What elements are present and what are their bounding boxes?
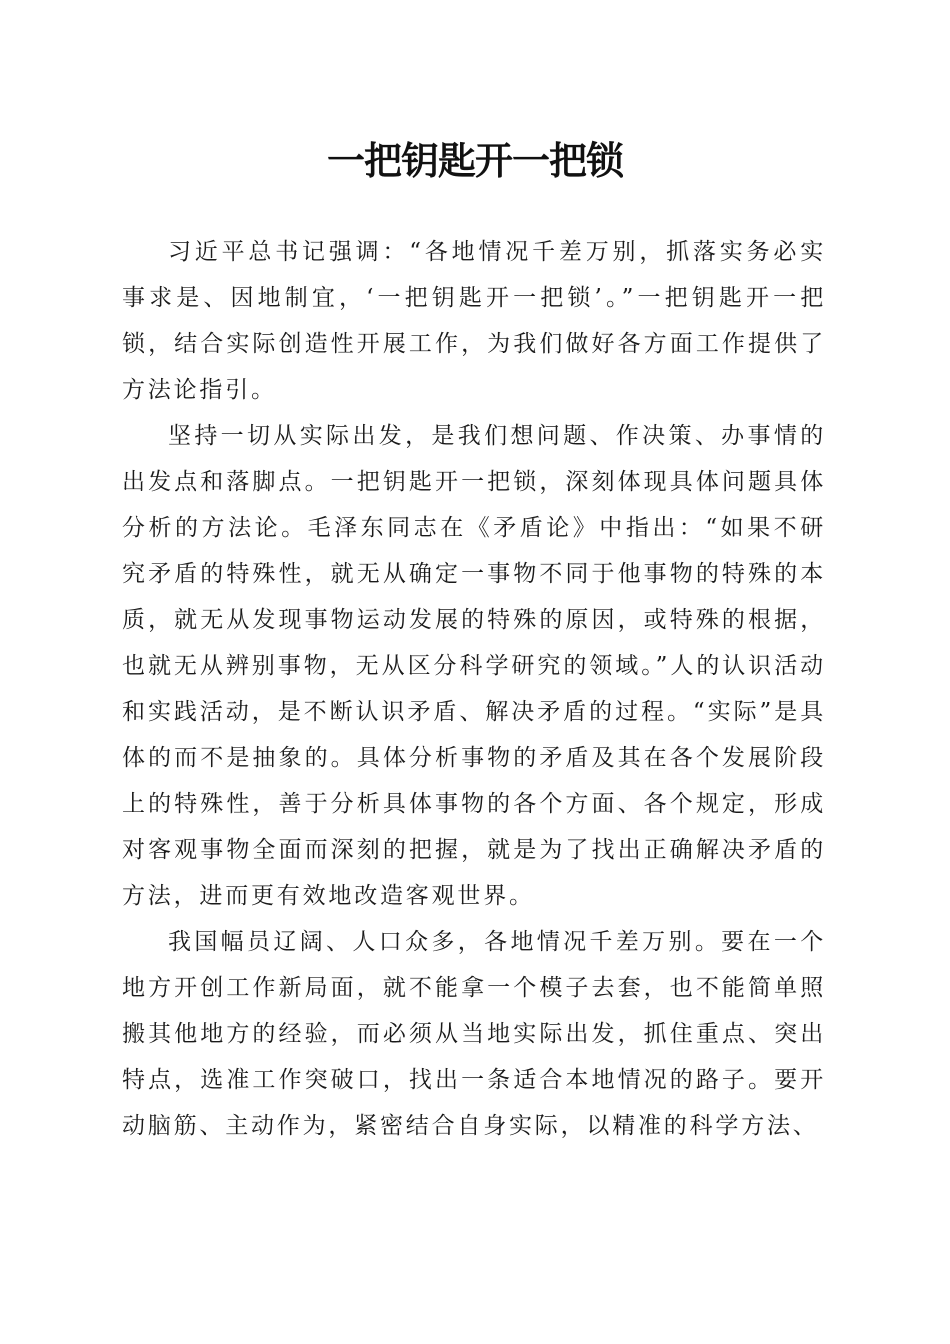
paragraph-2: 坚持一切从实际出发，是我们想问题、作决策、办事情的出发点和落脚点。一把钥匙开一把锁，深刻体现具体问题具体分析的方法论。毛泽东同志在《矛盾论》中指出：“如果不研究矛盾的特殊性，就无从确定一事物不同于他事物的特殊的本质，就无从发现事物运动发展的特殊的原因，或特殊的根据，也就无从辨别事物，无从区分科学研究的领域。”人的认识活动和实践活动，是不断认识矛盾、解决矛盾的过程。“实际”是具体的而不是抽象的。具体分析事物的矛盾及其在各个发展阶段上的特殊性，善于分析具体事物的各个方面、各个规定，形成对客观事物全面而深刻的把握，就是为了找出正确解决矛盾的方法，进而更有效地改造客观世界。 <box>122 423 826 909</box>
document-title: 一把钥匙开一把锁 <box>326 138 623 183</box>
document-body <box>122 229 826 1149</box>
paragraph-1: 习近平总书记强调：“各地情况千差万别，抓落实务必实事求是、因地制宜，‘一把钥匙开一把锁’。”一把钥匙开一把锁，结合实际创造性开展工作，为我们做好各方面工作提供了方法论指引。 <box>122 239 826 403</box>
paragraph-3: 我国幅员辽阔、人口众多，各地情况千差万别。要在一个地方开创工作新局面，就不能拿一个模子去套，也不能简单照搬其他地方的经验，而必须从当地实际出发，抓住重点、突出特点，选准工作突破口，找出一条适合本地情况的路子。要开动脑筋、主动作为，紧密结合自身实际，以精准的科学方法、 <box>122 929 826 1139</box>
